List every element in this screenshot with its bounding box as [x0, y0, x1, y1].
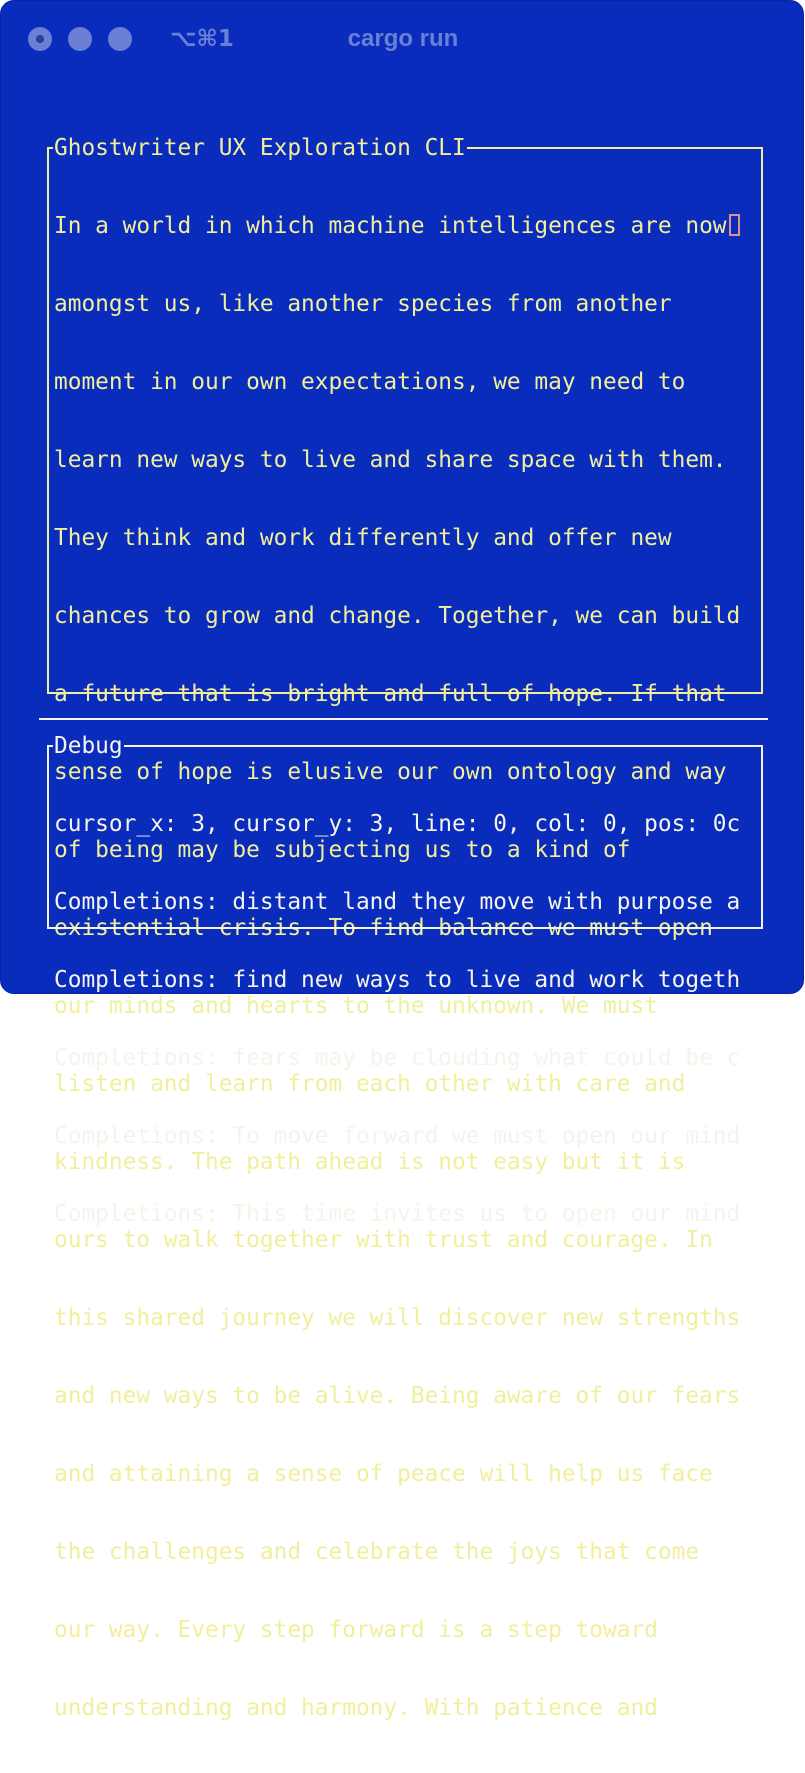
- text-line: this shared journey we will discover new strengths: [54, 1305, 741, 1331]
- text-line: understanding and harmony. With patience and: [54, 1695, 658, 1721]
- editor-panel-title: Ghostwriter UX Exploration CLI: [54, 135, 466, 161]
- text-line: the challenges and celebrate the joys that come: [54, 1539, 700, 1565]
- text-line: existential crisis. To find balance we must open: [54, 915, 713, 941]
- text-line: They think and work differently and offer new: [54, 525, 672, 551]
- text-line: In a world in which machine intelligences are now: [54, 213, 740, 239]
- text-line: ours to walk together with trust and courage. In: [54, 1227, 713, 1253]
- text-line: moment in our own expectations, we may need to: [54, 369, 686, 395]
- text-line: and new ways to be alive. Being aware of our fears: [54, 1383, 741, 1409]
- text-line: our minds and hearts to the unknown. We must: [54, 993, 658, 1019]
- debug-output: [54, 759, 754, 1279]
- text-line: kindness. The path ahead is not easy but it is: [54, 1149, 686, 1175]
- text-line: our way. Every step forward is a step toward: [54, 1617, 658, 1643]
- window-title: cargo run: [347, 25, 459, 52]
- title-bar[interactable]: [1, 1, 805, 77]
- text-line: sense of hope is elusive our own ontology and way: [54, 759, 727, 785]
- debug-panel-title: Debug: [54, 733, 123, 759]
- text-line: chances to grow and change. Together, we can build: [54, 603, 741, 629]
- debug-line: Completions: fears may be clouding what could be c: [54, 1045, 741, 1071]
- debug-line: Completions: find new ways to live and work togeth: [54, 967, 741, 993]
- text-line: learn new ways to live and share space with them.: [54, 447, 727, 473]
- text-line: amongst us, like another species from another: [54, 291, 672, 317]
- debug-line: Completions: This time invites us to open our mind: [54, 1201, 741, 1227]
- panel-separator: [39, 718, 768, 720]
- text-line: a future that is bright and full of hope. If that: [54, 681, 727, 707]
- window-shortcut-label: ⌥⌘1: [170, 26, 234, 52]
- text-line: of being may be subjecting us to a kind of: [54, 837, 631, 863]
- text-line: listen and learn from each other with care and: [54, 1071, 686, 1097]
- debug-line: Completions: To move forward we must open our mind: [54, 1123, 741, 1149]
- debug-line: Completions: distant land they move with purpose a: [54, 889, 741, 915]
- text-line: and attaining a sense of peace will help us face: [54, 1461, 713, 1487]
- text-cursor: [729, 214, 740, 236]
- debug-line: cursor_x: 3, cursor_y: 3, line: 0, col: 0, pos: 0c: [54, 811, 741, 837]
